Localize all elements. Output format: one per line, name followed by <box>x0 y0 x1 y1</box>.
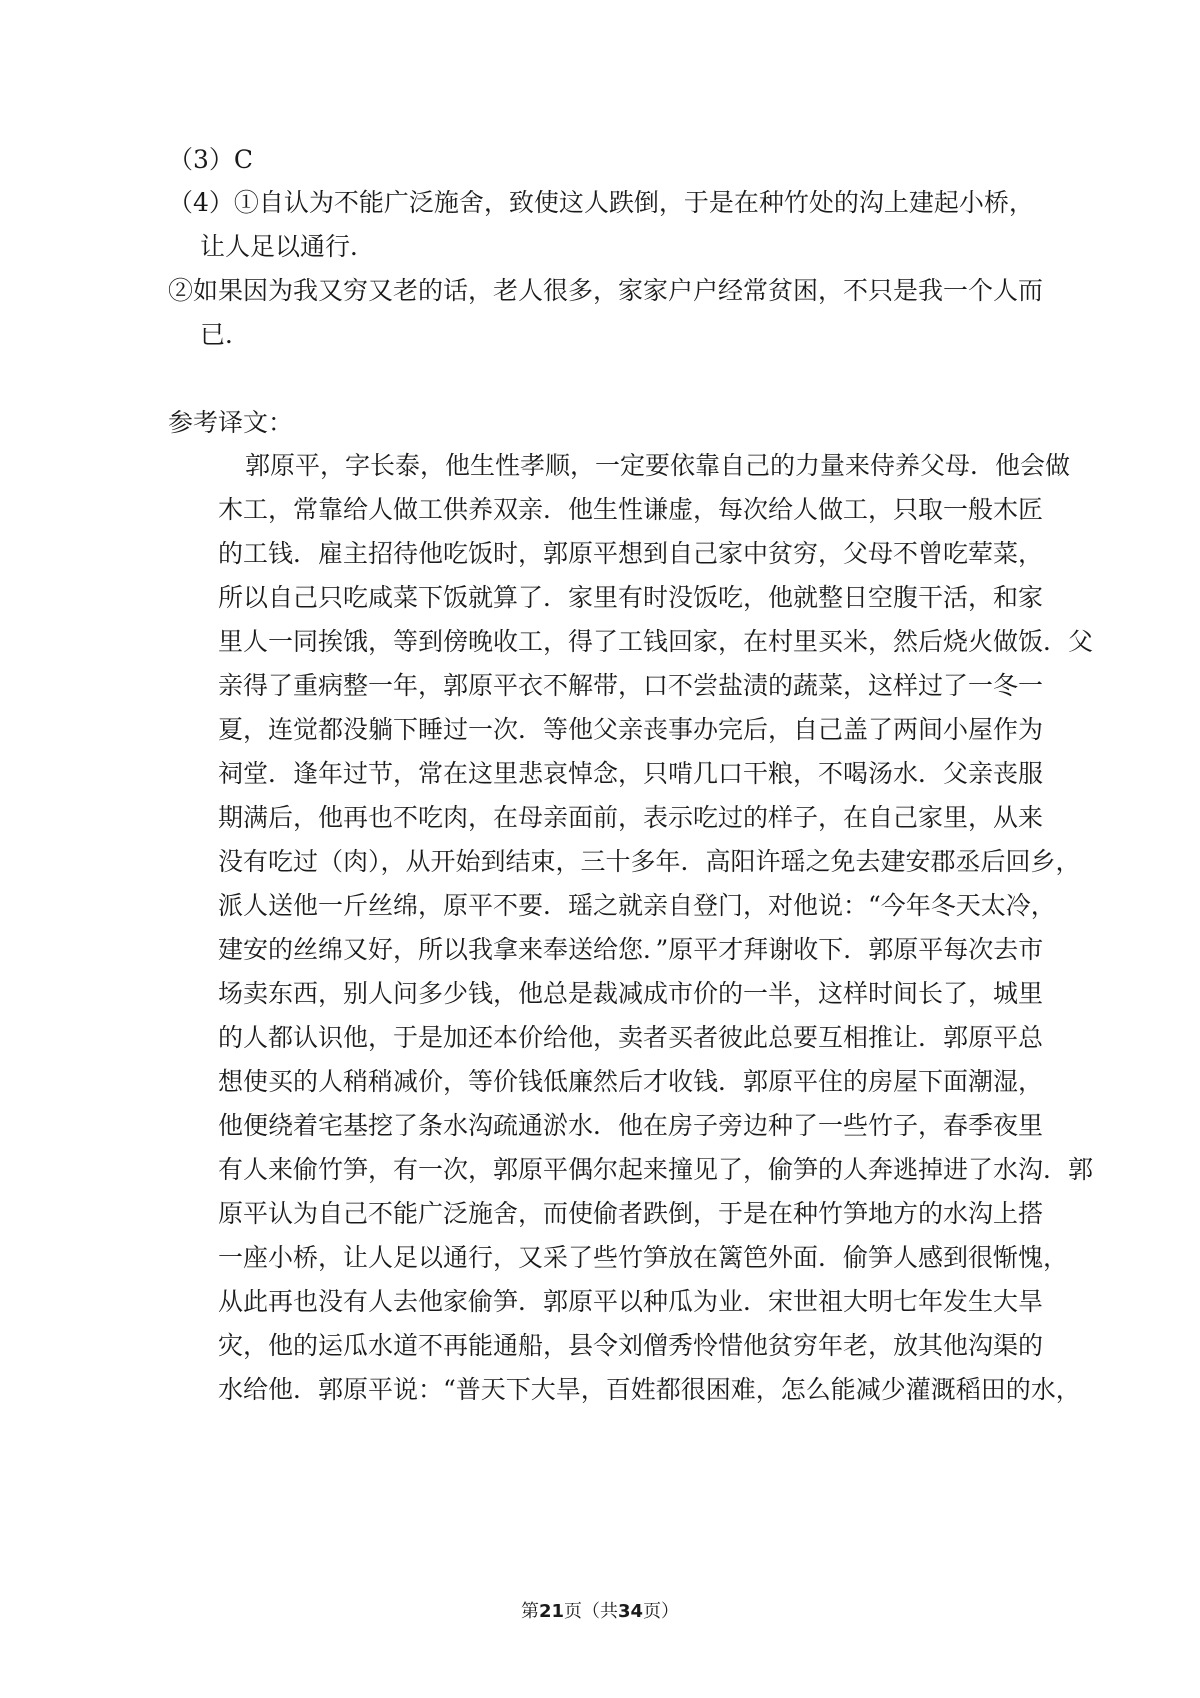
translation-line: 他便绕着宅基挖了条水沟疏通淤水．他在房子旁边种了一些竹子，春季夜里 <box>218 1111 1044 1140</box>
translation-line: 一座小桥，让人足以通行，又采了些竹笋放在篱笆外面．偷笋人感到很惭愧， <box>218 1243 1069 1272</box>
answer-4-2-line-1: ②如果因为我又穷又老的话，老人很多，家家户户经常贫困，不只是我一个人而 <box>168 276 1044 305</box>
page-footer <box>0 1603 1200 1621</box>
footer-suffix: 页） <box>643 1601 680 1622</box>
page-number: 21 <box>538 1601 564 1622</box>
answer-4-line-1: （4）①自认为不能广泛施舍，致使这人跌倒，于是在种竹处的沟上建起小桥， <box>168 188 1034 217</box>
translation-heading: 参考译文： <box>168 408 294 437</box>
translation-line: 水给他．郭原平说：“普天下大旱，百姓都很困难，怎么能减少灌溉稻田的水， <box>218 1375 1081 1404</box>
translation-line: 所以自己只吃咸菜下饭就算了．家里有时没饭吃，他就整日空腹干活，和家 <box>218 583 1044 612</box>
answer-3: （3）C <box>168 145 254 174</box>
translation-line: 的工钱．雇主招待他吃饭时，郭原平想到自己家中贫穷，父母不曾吃荤菜， <box>218 539 1044 568</box>
footer-middle: 页（共 <box>564 1601 618 1622</box>
answer-4-2-line-2: 已． <box>200 320 251 349</box>
translation-line: 建安的丝绵又好，所以我拿来奉送给您．”原平才拜谢收下．郭原平每次去市 <box>218 935 1044 964</box>
translation-line: 亲得了重病整一年，郭原平衣不解带，口不尝盐渍的蔬菜，这样过了一冬一 <box>218 671 1044 700</box>
footer-prefix: 第 <box>520 1601 539 1622</box>
translation-line: 灾，他的运瓜水道不再能通船，县令刘僧秀怜惜他贫穷年老，放其他沟渠的 <box>218 1331 1044 1360</box>
translation-line: 派人送他一斤丝绵，原平不要．瑶之就亲自登门，对他说：“今年冬天太冷， <box>218 891 1056 920</box>
translation-line: 有人来偷竹笋，有一次，郭原平偶尔起来撞见了，偷笋的人奔逃掉进了水沟．郭 <box>218 1155 1094 1184</box>
translation-line: 从此再也没有人去他家偷笋．郭原平以种瓜为业．宋世祖大明七年发生大旱 <box>218 1287 1044 1316</box>
translation-line: 夏，连觉都没躺下睡过一次．等他父亲丧事办完后，自己盖了两间小屋作为 <box>218 715 1044 744</box>
translation-line: 祠堂．逢年过节，常在这里悲哀悼念，只啃几口干粮，不喝汤水．父亲丧服 <box>218 759 1044 788</box>
answer-4-line-2: 让人足以通行． <box>200 232 376 261</box>
translation-line: 场卖东西，别人问多少钱，他总是裁减成市价的一半，这样时间长了，城里 <box>218 979 1044 1008</box>
translation-line: 的人都认识他，于是加还本价给他，卖者买者彼此总要互相推让．郭原平总 <box>218 1023 1044 1052</box>
translation-line: 木工，常靠给人做工供养双亲．他生性谦虚，每次给人做工，只取一般木匠 <box>218 495 1044 524</box>
translation-line: 里人一同挨饿，等到傍晚收工，得了工钱回家，在村里买米，然后烧火做饭．父 <box>218 627 1094 656</box>
translation-line: 郭原平，字长泰，他生性孝顺，一定要依靠自己的力量来侍养父母．他会做 <box>245 451 1071 480</box>
translation-line: 没有吃过（肉），从开始到结束，三十多年．高阳许瑶之免去建安郡丞后回乡， <box>218 847 1081 876</box>
translation-line: 期满后，他再也不吃肉，在母亲面前，表示吃过的样子，在自己家里，从来 <box>218 803 1044 832</box>
translation-line: 原平认为自己不能广泛施舍，而使偷者跌倒，于是在种竹笋地方的水沟上搭 <box>218 1199 1044 1228</box>
translation-line: 想使买的人稍稍减价，等价钱低廉然后才收钱．郭原平住的房屋下面潮湿， <box>218 1067 1044 1096</box>
total-pages: 34 <box>618 1601 644 1622</box>
